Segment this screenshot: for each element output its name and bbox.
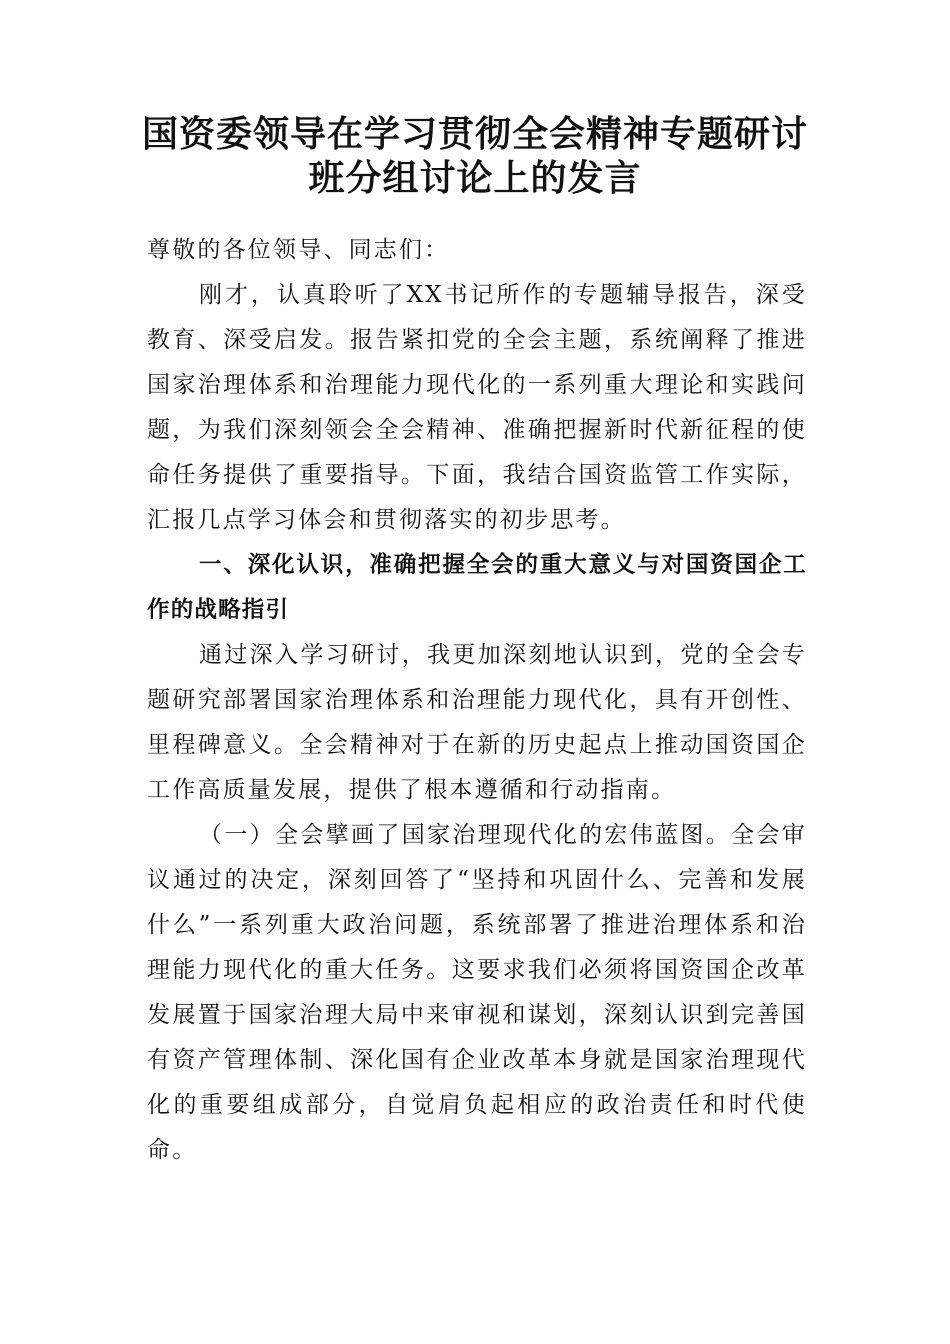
subsection-heading-1: （一）全会擘画了国家治理现代化的宏伟蓝图。: [199, 822, 732, 848]
title-line-2: 班分组讨论上的发言: [308, 157, 642, 199]
section-heading-1: 一、深化认识，准确把握全会的重大意义与对国资国企工作的战略指引: [147, 552, 807, 623]
document-title: [120, 112, 830, 200]
subsection-paragraph-1: [147, 813, 807, 1173]
paragraph-intro: 刚才，认真聆听了XX书记所作的专题辅导报告，深受教育、深受启发。报告紧扣党的全会主题，系统阐释了推进国家治理体系和治理能力现代化的一系列重大理论和实践问题，为我们深刻领会全会精神、准确把握新时代新征程的使命任务提供了重要指导。下面，我结合国资监管工作实际，汇报几点学习体会和贯彻落实的初步思考。: [147, 282, 807, 533]
document-body: [147, 228, 807, 1173]
paragraph-section-1: 通过深入学习研讨，我更加深刻地认识到，党的全会专题研究部署国家治理体系和治理能力现代化，具有开创性、里程碑意义。全会精神对于在新的历史起点上推动国资国企工作高质量发展，提供了根本遵循和行动指南。: [147, 642, 807, 803]
subsection-text-1: 全会审议通过的决定，深刻回答了“坚持和巩固什么、完善和发展什么”一系列重大政治问题，系统部署了推进治理体系和治理能力现代化的重大任务。这要求我们必须将国资国企改革发展置于国家治理大局中来审视和谋划，深刻认识到完善国有资产管理体制、深化国有企业改革本身就是国家治理现代化的重要组成部分，自觉肩负起相应的政治责任和时代使命。: [147, 822, 808, 1163]
salutation: 尊敬的各位领导、同志们：: [147, 237, 450, 263]
title-line-1: 国资委领导在学习贯彻全会精神专题研讨: [141, 113, 808, 155]
